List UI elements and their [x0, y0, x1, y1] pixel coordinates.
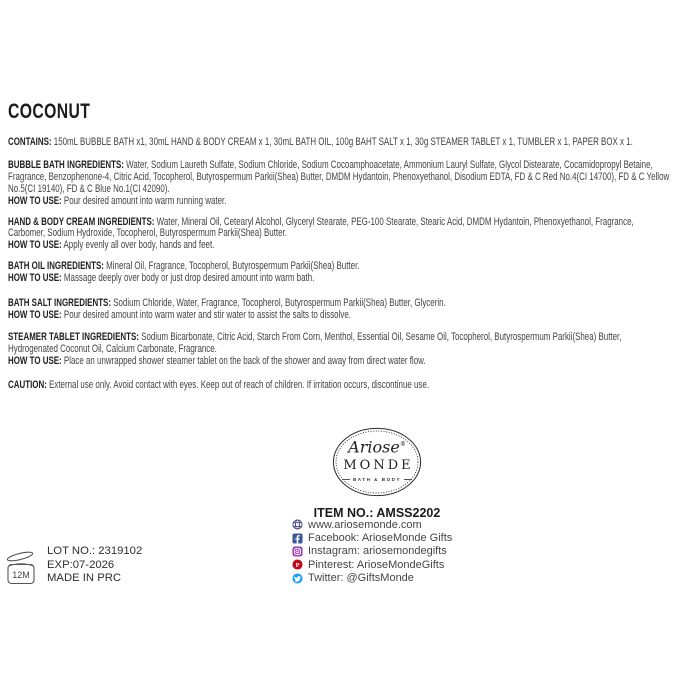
contains-paragraph [8, 137, 671, 149]
bath-oil-how-label: HOW TO USE: [8, 272, 62, 285]
svg-text:P: P [295, 562, 300, 570]
twitter-icon [292, 573, 303, 584]
caution-label: CAUTION: [8, 378, 47, 391]
expiry-date: EXP:07-2026 [47, 558, 115, 571]
steamer-ingredients: Sodium Bicarbonate, Citric Acid, Starch From Corn, Menthol, Essential Oil, Sesame Oil, Tocopherol, Butyrospermum Parkii(Shea) Butter, Hydrogenated Coconut Oil, Calcium Carbonate, Fragrance. [8, 330, 622, 355]
pinterest-icon [292, 559, 303, 570]
social-row-pinterest [292, 558, 452, 571]
lot-number: LOT NO.: 2319102 [47, 545, 143, 557]
social-links-list [292, 518, 452, 585]
made-in: MADE IN PRC [47, 572, 122, 585]
instagram-icon [292, 546, 303, 557]
steamer-how: Place an unwrapped shower steamer tablet on the back of the shower and away from direct water flow. [63, 354, 426, 367]
bath-salt-ingredients-label: BATH SALT INGREDIENTS: [8, 297, 111, 310]
facebook-icon [292, 533, 303, 544]
bath-salt-how: Pour desired amount into warm water and stir water to assist the salts to dissolve. [63, 308, 351, 321]
bubble-bath-how: Pour desired amount into warm running water. [63, 194, 227, 207]
social-row-facebook [292, 531, 452, 544]
twitter-text: Twitter: @GiftsMonde [308, 572, 414, 585]
instagram-text: Instagram: ariosemondegifts [308, 545, 447, 558]
cream-how-label: HOW TO USE: [8, 239, 62, 252]
steamer-ingredients-label: STEAMER TABLET INGREDIENTS: [8, 330, 139, 343]
social-row-instagram [292, 545, 452, 558]
cream-ingredients-label: HAND & BODY CREAM INGREDIENTS: [8, 215, 155, 228]
section-steamer-tablet [8, 332, 671, 368]
pinterest-text: Pinterest: ArioseMondeGifts [308, 558, 445, 571]
steamer-how-label: HOW TO USE: [8, 354, 62, 367]
website-text: www.ariosemonde.com [308, 518, 422, 531]
bubble-bath-ingredients-label: BUBBLE BATH INGREDIENTS: [8, 158, 124, 171]
globe-icon [292, 519, 303, 530]
cream-ingredients: Water, Mineral Oil, Cetearyl Alcohol, Glyceryl Stearate, PEG-100 Stearate, Stearic Acid, DMDM Hydantoin, Phenoxyethanol, Fragrance, Carbomer, Sodium Hydroxide, Tocopherol, Butyrospermum Parkii(Shea) Butter. [8, 215, 634, 240]
label-text-column [8, 100, 671, 392]
cream-how: Apply evenly all over body, hands and feet. [63, 239, 215, 252]
caution-paragraph [8, 380, 671, 392]
section-bath-oil [8, 261, 671, 285]
contains-label: CONTAINS: [8, 136, 52, 148]
section-hand-body-cream [8, 217, 671, 253]
section-bubble-bath [8, 160, 671, 208]
brand-logo [332, 427, 422, 497]
bath-oil-ingredients: Mineral Oil, Fragrance, Tocopherol, Butyrospermum Parkii(Shea) Butter. [106, 260, 360, 273]
section-bath-salt [8, 298, 671, 322]
social-row-twitter [292, 572, 452, 585]
lot-info-block [4, 545, 142, 587]
svg-text:12M: 12M [12, 570, 30, 580]
caution-text: External use only. Avoid contact with eyes. Keep out of reach of children. If irritation occurs, discontinue use. [49, 378, 430, 391]
item-number: ITEM NO.: AMSS2202 [313, 506, 441, 520]
brand-name-caps: MONDE [343, 458, 414, 473]
brand-block [287, 427, 467, 520]
brand-name-script-text: Ariose [348, 437, 400, 457]
bath-oil-how: Massage deeply over body or just drop desired amount into warm bath. [63, 272, 315, 285]
bath-oil-ingredients-label: BATH OIL INGREDIENTS: [8, 260, 104, 273]
bath-salt-how-label: HOW TO USE: [8, 308, 62, 321]
brand-tagline: BATH & BODY [332, 477, 422, 482]
bubble-bath-ingredients: Water, Sodium Laureth Sulfate, Sodium Chloride, Sodium Cocoamphoacetate, Ammonium Lauryl Sulfate, Glycol Distearate, Cocamidopropyl Betaine, Fragrance, Benzophenone-4, Citric Acid, Tocopherol, Butyrospermum Parkii(Shea) Butter, DMDM Hydantoin, Phenoxyethanol, Disodium EDTA, FD & C Red No.4(CI 14700), FD & C Yellow No.5(CI 19140), FD & C Blue No.1(CI 42090). [8, 158, 670, 195]
facebook-text: Facebook: ArioseMonde Gifts [308, 532, 453, 545]
bubble-bath-how-label: HOW TO USE: [8, 194, 62, 207]
brand-name-script [332, 436, 422, 456]
product-title: COCONUT [8, 100, 91, 123]
open-jar-period-after-opening-icon [4, 549, 38, 587]
bath-salt-ingredients: Sodium Chloride, Water, Fragrance, Tocopherol, Butyrospermum Parkii(Shea) Butter, Glycerin. [113, 297, 446, 310]
social-row-website [292, 518, 452, 531]
lot-lines [47, 545, 142, 586]
registered-trademark-icon: ® [399, 441, 406, 448]
contains-text: 150mL BUBBLE BATH x1, 30mL HAND & BODY CREAM x 1, 30mL BATH OIL, 100g BAHT SALT x 1, 30g STEAMER TABLET x 1, TUMBLER x 1, PAPER BOX x 1. [53, 136, 633, 148]
